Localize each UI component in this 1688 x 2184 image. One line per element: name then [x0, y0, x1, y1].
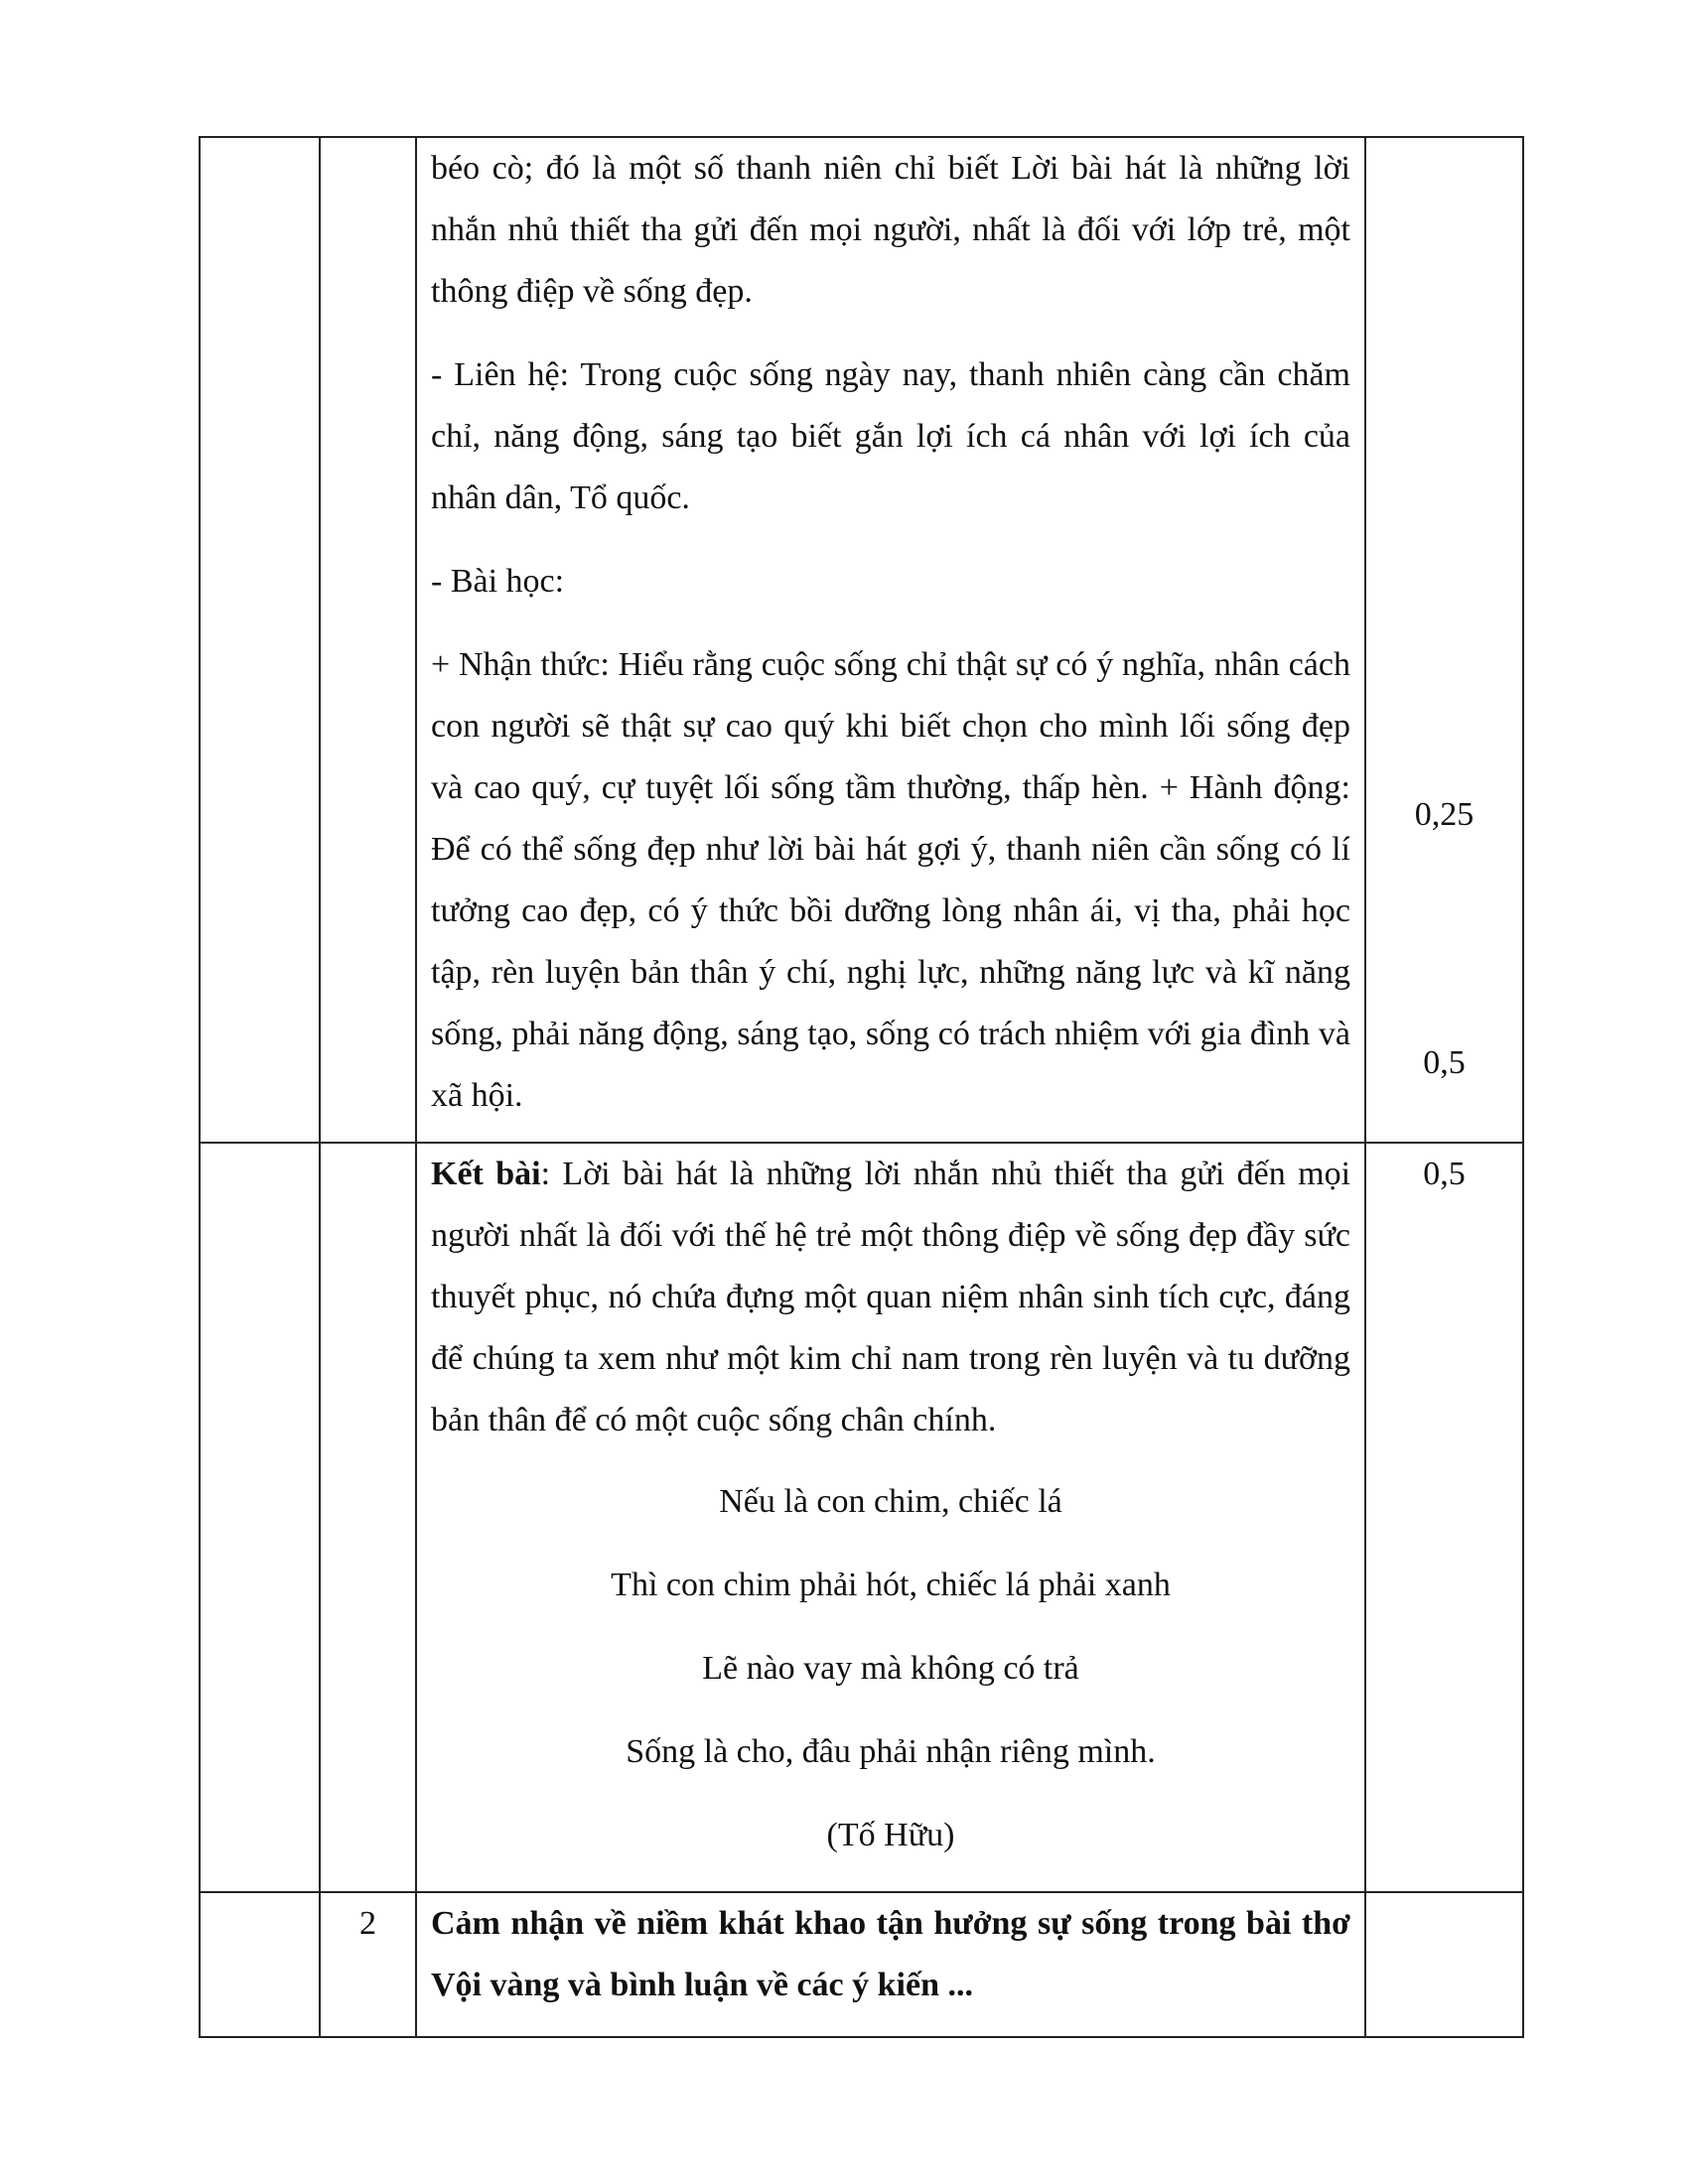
paragraph: + Nhận thức: Hiểu rằng cuộc sống chỉ thật sự có ý nghĩa, nhân cách con người sẽ thật sự cao quý khi biết chọn cho mình lối sống đẹp và cao quý, cự tuyệt lối sống tầm thường, thấp hèn. + Hành động: Để có thể sống đẹp như lời bài hát gợi ý, thanh niên cần sống có lí tưởng cao đẹp, có ý thức bồi dưỡng lòng nhân ái, vị tha, phải học tập, rèn luyện bản thân ý chí, nghị lực, những năng lực và kĩ năng sống, phải năng động, sáng tạo, sống có trách nhiệm với gia đình và xã hội. — [431, 646, 1350, 1114]
table-row — [200, 137, 1523, 1143]
paragraph: - Liên hệ: Trong cuộc sống ngày nay, thanh nhiên càng cần chăm chỉ, năng động, sáng tạo biết gắn lợi ích cá nhân với lợi ích của nhân dân, Tổ quốc. — [431, 356, 1350, 516]
content-cell — [416, 1892, 1365, 2037]
cell-empty — [320, 1143, 416, 1892]
question-number-cell — [320, 1892, 416, 2037]
poem-line: Sống là cho, đâu phải nhận riêng mình. — [626, 1733, 1156, 1770]
section-label: Kết bài — [431, 1156, 541, 1192]
score-value: 0,5 — [1423, 1156, 1466, 1192]
cell-empty — [200, 1892, 320, 2037]
cell-empty — [200, 1143, 320, 1892]
poem-line: Lẽ nào vay mà không có trả — [702, 1650, 1079, 1687]
content-cell — [416, 1143, 1365, 1892]
paragraph: : Lời bài hát là những lời nhắn nhủ thiết tha gửi đến mọi người nhất là đối với thế hệ trẻ một thông điệp về sống đẹp đầy sức thuyết phục, nó chứa đựng một quan niệm nhân sinh tích cực, đáng để chúng ta xem như một kim chỉ nam trong rèn luyện và tu dưỡng bản thân để có một cuộc sống chân chính. — [431, 1156, 1351, 1438]
score-value: 0,25 — [1414, 796, 1475, 833]
cell-empty — [200, 137, 320, 1143]
score-cell — [1365, 1143, 1523, 1892]
question-title: Cảm nhận về niềm khát khao tận hưởng sự sống trong bài thơ Vội vàng và bình luận về các ý kiến ... — [431, 1905, 1350, 2003]
score-cell — [1365, 137, 1523, 1143]
poem-line: Nếu là con chim, chiếc lá — [719, 1483, 1062, 1520]
cell-empty — [320, 137, 416, 1143]
question-number: 2 — [359, 1905, 376, 1942]
poem-author: (Tố Hữu) — [826, 1817, 955, 1853]
score-cell — [1365, 1892, 1523, 2037]
grading-table — [199, 136, 1524, 2038]
table-row — [200, 1143, 1523, 1892]
paragraph: - Bài học: — [431, 563, 565, 600]
poem-line: Thì con chim phải hót, chiếc lá phải xanh — [611, 1567, 1171, 1603]
content-cell — [416, 137, 1365, 1143]
paragraph: béo cò; đó là một số thanh niên chỉ biết Lời bài hát là những lời nhắn nhủ thiết tha gửi đến mọi người, nhất là đối với lớp trẻ, một thông điệp về sống đẹp. — [431, 150, 1350, 310]
table-row — [200, 1892, 1523, 2037]
score-value: 0,5 — [1423, 1044, 1466, 1081]
